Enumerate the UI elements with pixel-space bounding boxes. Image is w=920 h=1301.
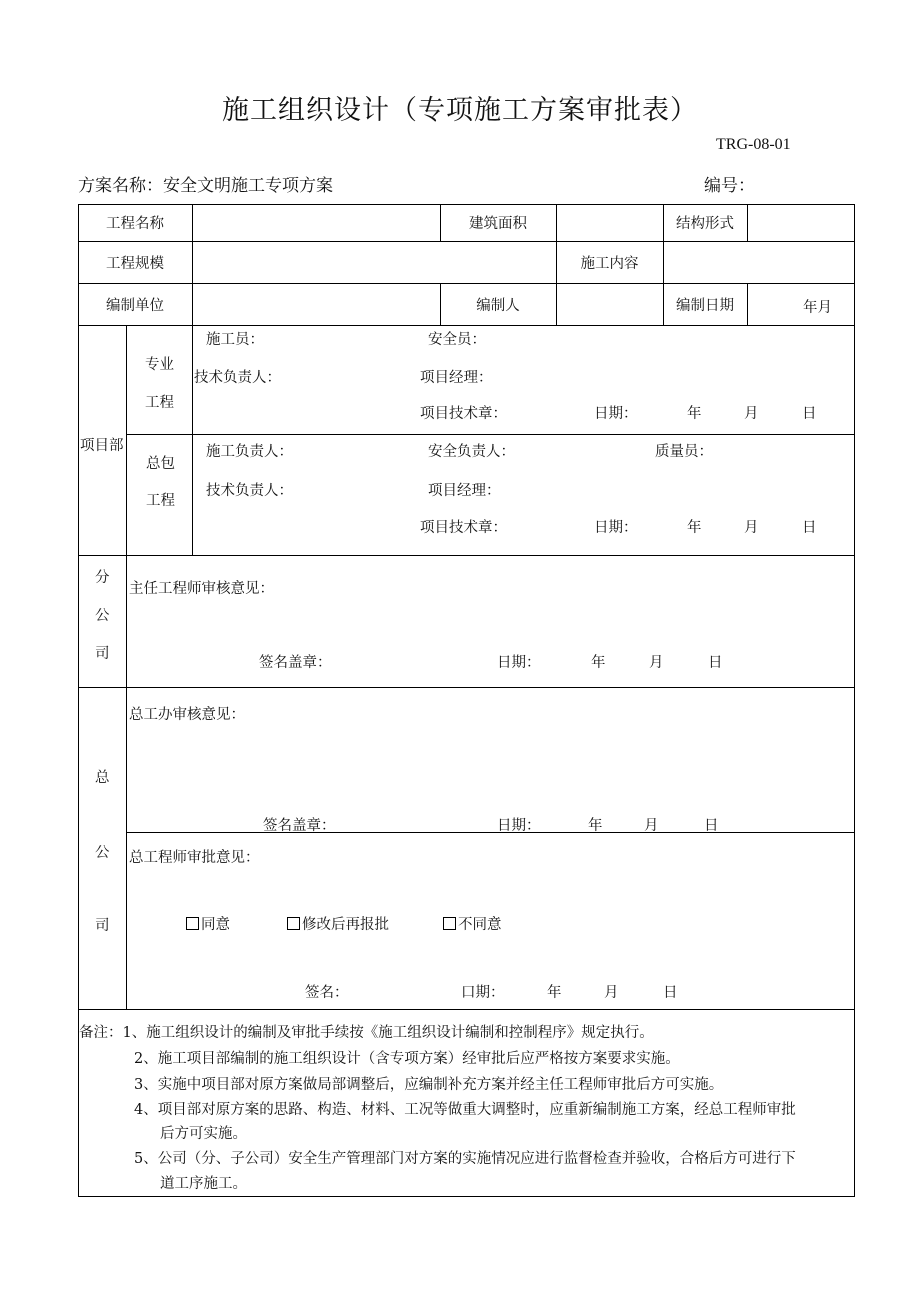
branch-char-3: 司 xyxy=(95,646,110,662)
branch-month: 月 xyxy=(649,655,664,671)
specialty-project-manager: 项目经理： xyxy=(420,370,493,386)
office-month: 月 xyxy=(644,818,659,834)
prepared-unit-label: 编制单位 xyxy=(106,297,164,314)
construction-content-label: 施工内容 xyxy=(580,255,639,272)
head-char-3: 司 xyxy=(95,918,110,934)
note-1: 备注：1、施工组织设计的编制及审批手续按《施工组织设计编制和控制程序》规定执行。 xyxy=(79,1025,654,1041)
chief-sign: 签名： xyxy=(305,985,349,1001)
specialty-tech-lead: 技术负责人： xyxy=(194,370,281,386)
general-year: 年 xyxy=(687,520,702,536)
project-scale-label: 工程规模 xyxy=(106,255,164,272)
prepared-date-value[interactable]: 年月 xyxy=(803,300,832,316)
chief-year: 年 xyxy=(547,985,562,1001)
chief-date: 口期： xyxy=(461,985,505,1001)
branch-day: 日 xyxy=(708,655,723,671)
general-quality-officer: 质量员： xyxy=(655,444,713,460)
form-code: TRG-08-01 xyxy=(716,136,791,153)
chief-month: 月 xyxy=(604,985,619,1001)
general-project-manager: 项目经理： xyxy=(428,483,501,499)
office-date: 日期： xyxy=(497,818,541,834)
specialty-label-2: 工程 xyxy=(145,395,174,411)
branch-date: 日期： xyxy=(497,655,541,671)
office-seal: 签名盖章： xyxy=(263,818,336,834)
general-label-2: 工程 xyxy=(146,493,175,509)
specialty-tech-seal: 项目技术章： xyxy=(420,406,507,422)
head-char-2: 公 xyxy=(95,845,110,861)
general-date: 日期： xyxy=(594,520,638,536)
general-tech-lead: 技术负责人： xyxy=(206,483,293,499)
agree-checkbox[interactable] xyxy=(186,917,199,930)
preparer-value[interactable] xyxy=(556,283,663,325)
branch-char-1: 分 xyxy=(95,570,110,586)
branch-year: 年 xyxy=(591,655,606,671)
general-safety-lead: 安全负责人： xyxy=(428,444,515,460)
branch-char-2: 公 xyxy=(95,608,110,624)
specialty-month: 月 xyxy=(744,406,759,422)
specialty-safety-officer: 安全员： xyxy=(428,332,486,348)
disagree-option[interactable] xyxy=(443,913,502,934)
office-day: 日 xyxy=(704,818,719,834)
preparer-label: 编制人 xyxy=(476,297,520,314)
specialty-label-1: 专业 xyxy=(145,357,174,373)
specialty-date: 日期： xyxy=(594,406,638,422)
chief-opinion: 总工程师审批意见： xyxy=(129,850,260,866)
building-area-value[interactable] xyxy=(556,204,663,241)
plan-name: 方案名称：安全文明施工专项方案 xyxy=(78,176,333,196)
revise-checkbox[interactable] xyxy=(287,917,300,930)
general-label-1: 总包 xyxy=(146,456,175,472)
general-month: 月 xyxy=(744,520,759,536)
general-day: 日 xyxy=(802,520,817,536)
agree-label: 同意 xyxy=(201,917,230,933)
chief-day: 日 xyxy=(663,985,678,1001)
project-dept-label: 项目部 xyxy=(80,438,124,454)
head-char-1: 总 xyxy=(95,770,110,786)
note-2: 2、施工项目部编制的施工组织设计（含专项方案）经审批后应严格按方案要求实施。 xyxy=(134,1051,680,1067)
specialty-year: 年 xyxy=(687,406,702,422)
revise-option[interactable] xyxy=(287,913,389,934)
branch-seal: 签名盖章： xyxy=(259,655,332,671)
office-opinion: 总工办审核意见： xyxy=(129,707,245,723)
specialty-day: 日 xyxy=(802,406,817,422)
note-5b: 道工序施工。 xyxy=(160,1176,247,1192)
note-4a: 4、项目部对原方案的思路、构造、材料、工况等做重大调整时，应重新编制施工方案，经总工程师审批 xyxy=(134,1102,796,1118)
project-scale-value[interactable] xyxy=(192,241,556,283)
general-construction-lead: 施工负责人： xyxy=(206,444,293,460)
office-year: 年 xyxy=(588,818,603,834)
note-3: 3、实施中项目部对原方案做局部调整后，应编制补充方案并经主任工程师审批后方可实施。 xyxy=(134,1077,724,1093)
branch-opinion: 主任工程师审核意见： xyxy=(129,581,274,597)
note-4b: 后方可实施。 xyxy=(160,1126,247,1142)
page-title: 施工组织设计（专项施工方案审批表） xyxy=(222,95,698,126)
prepared-unit-value[interactable] xyxy=(192,283,440,325)
building-area-label: 建筑面积 xyxy=(469,216,527,232)
construction-content-value[interactable] xyxy=(663,241,854,283)
prepared-date-label: 编制日期 xyxy=(676,297,734,314)
structure-type-label: 结构形式 xyxy=(676,216,734,232)
note-5a: 5、公司（分、子公司）安全生产管理部门对方案的实施情况应进行监督检查并验收，合格后方可进行下 xyxy=(134,1151,796,1167)
specialty-constructor: 施工员： xyxy=(206,332,264,348)
structure-type-value[interactable] xyxy=(747,204,854,241)
number-label: 编号： xyxy=(704,176,755,196)
agree-option[interactable] xyxy=(186,913,230,934)
disagree-label: 不同意 xyxy=(458,917,502,933)
revise-label: 修改后再报批 xyxy=(302,917,389,933)
disagree-checkbox[interactable] xyxy=(443,917,456,930)
project-name-value[interactable] xyxy=(192,204,440,241)
general-tech-seal: 项目技术章： xyxy=(420,520,507,536)
project-name-label: 工程名称 xyxy=(106,216,164,232)
